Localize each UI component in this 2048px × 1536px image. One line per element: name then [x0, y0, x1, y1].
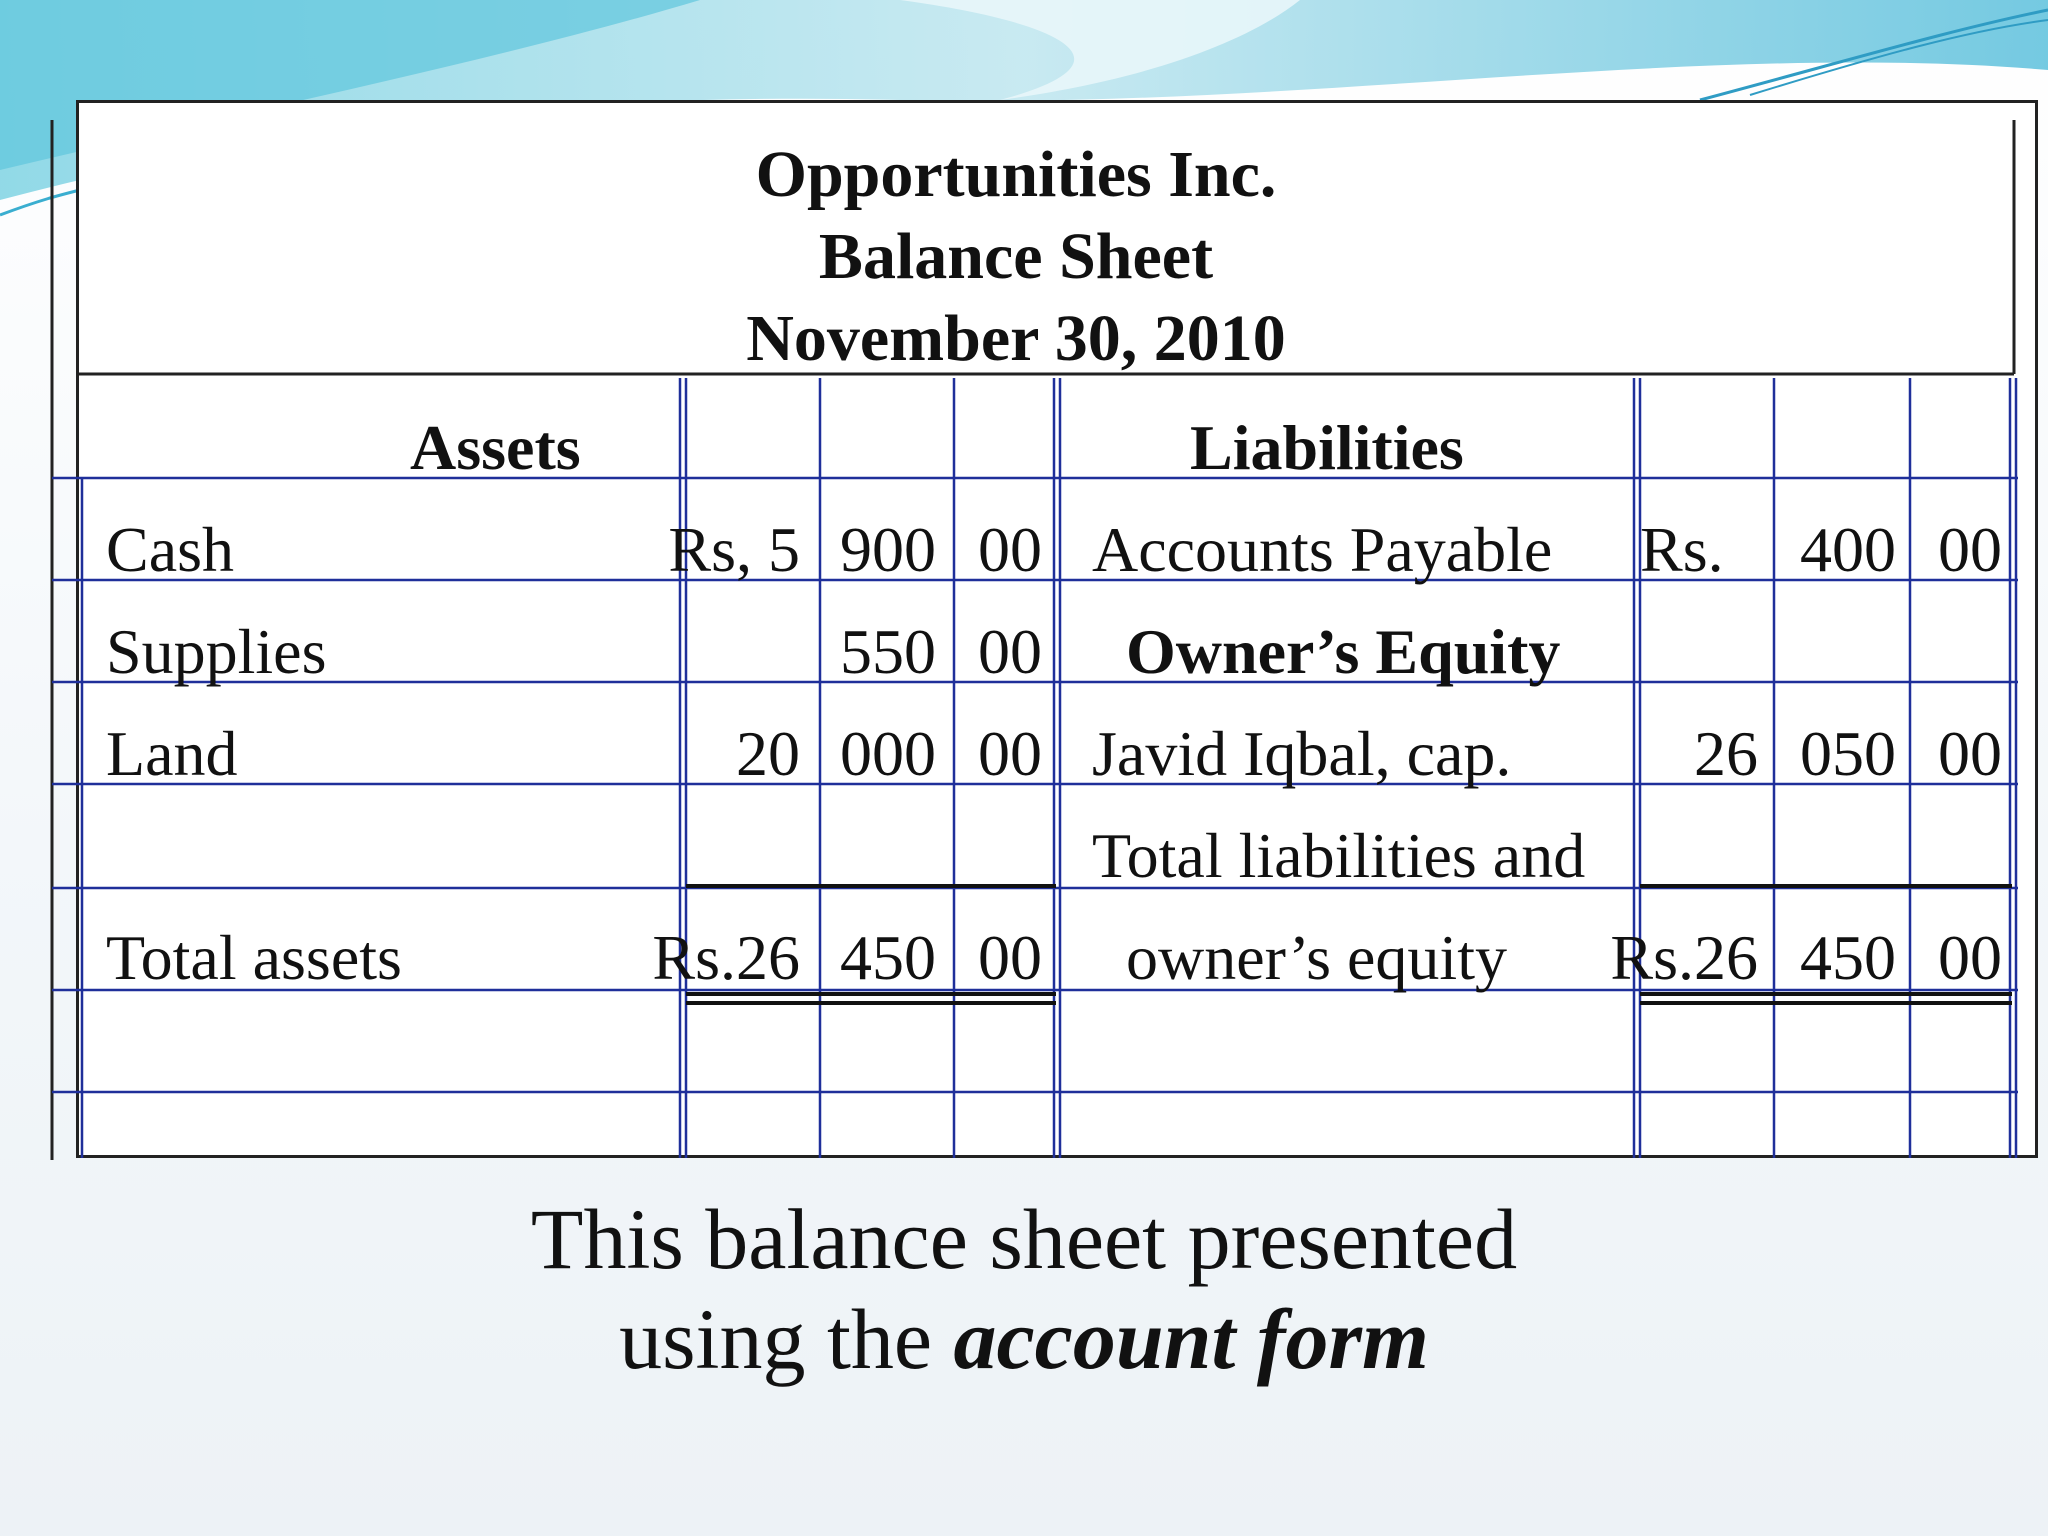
assets-heading: Assets	[410, 412, 581, 483]
liability-row-currency: Rs.	[1640, 514, 1724, 585]
asset-row-cents: 00	[978, 616, 1042, 687]
asset-row-currency: Rs, 5	[668, 514, 800, 585]
caption-line-2-prefix: using the	[619, 1291, 954, 1387]
statement-title: Balance Sheet	[818, 220, 1214, 293]
statement-date: November 30, 2010	[746, 302, 1286, 375]
asset-row-label: Cash	[106, 514, 234, 585]
total-assets-label: Total assets	[106, 922, 402, 993]
liability-row-label: Accounts Payable	[1092, 514, 1553, 585]
liability-row-cents: 00	[1938, 514, 2002, 585]
liability-row-thousands: 400	[1800, 514, 1896, 585]
caption-line-1: This balance sheet presented	[530, 1191, 1518, 1287]
asset-row-thousands: 550	[840, 616, 936, 687]
equity-row-currency: 26	[1694, 718, 1758, 789]
asset-row-currency: 20	[736, 718, 800, 789]
total-liabilities-cents: 00	[1938, 922, 2002, 993]
asset-row-cents: 00	[978, 718, 1042, 789]
asset-row-label: Land	[106, 718, 238, 789]
asset-row-label: Supplies	[106, 616, 327, 687]
total-assets-cents: 00	[978, 922, 1042, 993]
equity-row-thousands: 050	[1800, 718, 1896, 789]
total-liabilities-label-line2: owner’s equity	[1126, 922, 1507, 993]
asset-row-thousands: 000	[840, 718, 936, 789]
company-name: Opportunities Inc.	[755, 138, 1277, 211]
owners-equity-heading: Owner’s Equity	[1126, 616, 1561, 687]
asset-row-thousands: 900	[840, 514, 936, 585]
caption-emphasis: account form	[953, 1291, 1429, 1387]
caption-line-2	[0, 1291, 2048, 1387]
total-liabilities-label-line1: Total liabilities and	[1092, 820, 1586, 891]
total-assets-currency: Rs.26	[652, 922, 800, 993]
total-liabilities-currency: Rs.26	[1610, 922, 1758, 993]
equity-row-cents: 00	[1938, 718, 2002, 789]
asset-row-cents: 00	[978, 514, 1042, 585]
liabilities-heading: Liabilities	[1190, 412, 1464, 483]
equity-row-label: Javid Iqbal, cap.	[1092, 718, 1512, 789]
total-assets-thousands: 450	[840, 922, 936, 993]
total-liabilities-thousands: 450	[1800, 922, 1896, 993]
